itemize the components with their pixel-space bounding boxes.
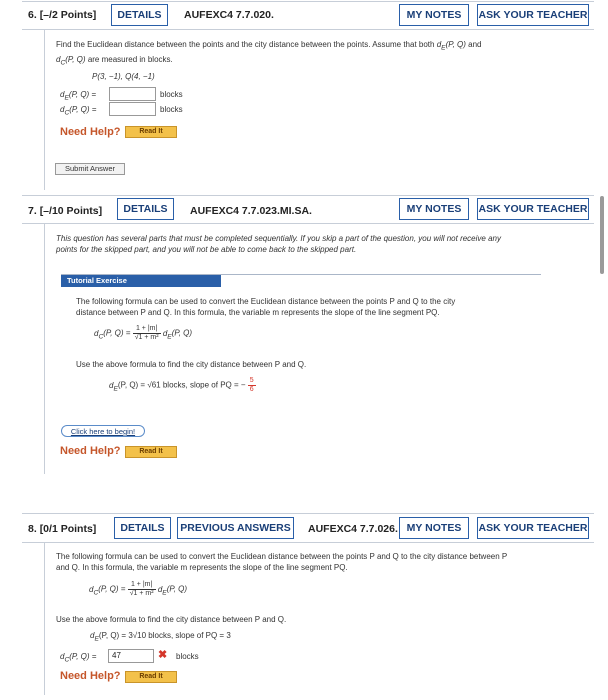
q7-problem-id: AUFEXC4 7.7.023.MI.SA.: [190, 205, 312, 217]
q7-need-help: Need Help?: [60, 445, 121, 457]
q6-submit-button[interactable]: Submit Answer: [55, 163, 125, 175]
q8-previous-answers-button[interactable]: PREVIOUS ANSWERS: [177, 517, 294, 539]
q6-need-help: Need Help?: [60, 126, 121, 138]
q7-my-notes-button[interactable]: MY NOTES: [399, 198, 469, 220]
q6-unit-1: blocks: [160, 90, 183, 99]
q6-de-label: $d_E(P$, Q) =: [60, 90, 97, 102]
q7-ask-teacher-button[interactable]: ASK YOUR TEACHER: [477, 198, 589, 220]
q7-intro: The following formula can be used to convert the Euclidean distance between the points P and Q to the city distance between P and Q. In this formula, the variable m represents the slope of the line segment PQ.: [76, 297, 456, 317]
q6-details-button[interactable]: DETAILS: [111, 4, 168, 26]
q6-prompt: Find the Euclidean distance between the points and the city distance between the points. Assume that both $d_E(P$, Q) and $d_C(P$, Q) are measured in blocks.: [56, 40, 482, 67]
q6-dc-input[interactable]: [109, 102, 156, 116]
q7-tutorial-header: Tutorial Exercise: [61, 275, 221, 287]
q8-my-notes-button[interactable]: MY NOTES: [399, 517, 469, 539]
q8-read-it-button[interactable]: Read It: [125, 671, 177, 683]
q7-given: $d_E(P$, Q) = √61 blocks, slope of PQ = − $\frac{5}{6}$: [109, 377, 254, 393]
scrollbar-thumb[interactable]: [600, 196, 604, 274]
q8-formula: $d_C(P$, Q) = $\frac{1 + |m|}{\text{√1 + m²}}$ $d_E(P$, Q): [89, 581, 188, 597]
q8-problem-id: AUFEXC4 7.7.026.: [308, 523, 398, 535]
q6-ask-teacher-button[interactable]: ASK YOUR TEACHER: [477, 4, 589, 26]
q7-details-button[interactable]: DETAILS: [117, 198, 174, 220]
q6-read-it-button[interactable]: Read It: [125, 126, 177, 138]
q7-formula: $d_C(P$, Q) = $\frac{1 + |m|}{\text{√1 + m²}}$ $d_E(P$, Q): [94, 325, 193, 341]
incorrect-x-icon: ✖: [158, 649, 168, 661]
q8-given: $d_E(P$, Q) = 3√10 blocks, slope of PQ = 3: [90, 631, 231, 643]
q7-notice: This question has several parts that must be completed sequentially. If you skip a part of the question, you will not receive any points for the skipped part, and you will not be able to come back to the skipped part.: [56, 234, 501, 254]
q6-my-notes-button[interactable]: MY NOTES: [399, 4, 469, 26]
q6-de-input[interactable]: [109, 87, 156, 101]
q7-use-text: Use the above formula to find the city distance between P and Q.: [76, 360, 307, 369]
q7-begin-button[interactable]: Click here to begin!: [61, 425, 145, 437]
q8-unit: blocks: [176, 652, 199, 661]
q6-unit-2: blocks: [160, 105, 183, 114]
q7-read-it-button[interactable]: Read It: [125, 446, 177, 458]
q8-answer-label: $d_C(P$, Q) =: [60, 652, 97, 664]
q6-points-given: P(3, −1), Q(4, −1): [92, 72, 155, 81]
q6-problem-id: AUFEXC4 7.7.020.: [184, 9, 274, 21]
q8-details-button[interactable]: DETAILS: [114, 517, 171, 539]
q6-points: 6. [–/2 Points]: [28, 9, 97, 21]
q6-dc-label: $d_C(P$, Q) =: [60, 105, 97, 117]
q8-points: 8. [0/1 Points]: [28, 523, 97, 535]
q8-need-help: Need Help?: [60, 670, 121, 682]
q7-points: 7. [–/10 Points]: [28, 205, 103, 217]
q8-ask-teacher-button[interactable]: ASK YOUR TEACHER: [477, 517, 589, 539]
q8-use-text: Use the above formula to find the city distance between P and Q.: [56, 615, 287, 624]
q8-answer-input[interactable]: 47: [108, 649, 154, 663]
q8-intro: The following formula can be used to convert the Euclidean distance between the points P and Q to the city distance between P and Q. In this formula, the variable m represents the slope of the line segment PQ.: [56, 552, 508, 572]
